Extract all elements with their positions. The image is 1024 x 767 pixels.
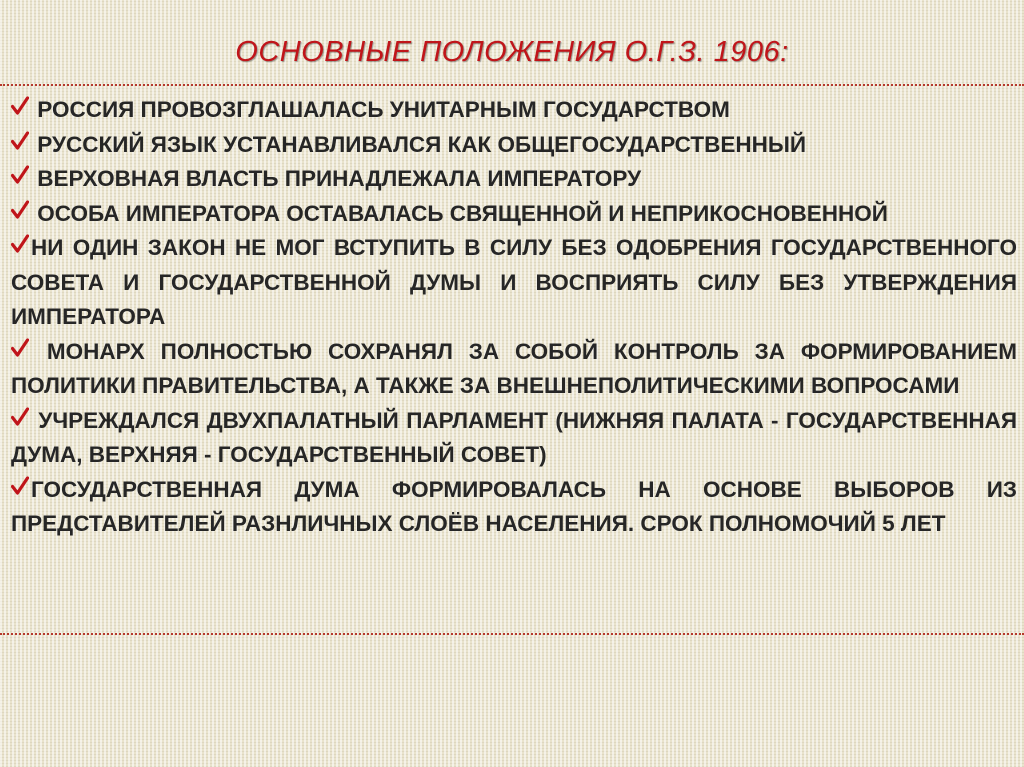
- list-item: [11, 335, 1017, 404]
- check-mark-icon: [11, 165, 29, 185]
- check-mark-icon: [11, 407, 29, 427]
- list-item-text: ОСОБА ИМПЕРАТОРА ОСТАВАЛАСЬ СВЯЩЕННОЙ И НЕПРИКОСНОВЕННОЙ: [31, 200, 888, 226]
- check-mark-icon: [11, 338, 29, 358]
- list-item-text: ВЕРХОВНАЯ ВЛАСТЬ ПРИНАДЛЕЖАЛА ИМПЕРАТОРУ: [31, 166, 642, 191]
- list-item: [11, 93, 1017, 128]
- list-item: [11, 231, 1017, 335]
- list-item-text: УЧРЕЖДАЛСЯ ДВУХПАЛАТНЫЙ ПАРЛАМЕНТ (НИЖНЯЯ ПАЛАТА - ГОСУДАРСТВЕННАЯ ДУМА, ВЕРХНЯЯ - ГОСУДАРСТВЕННЫЙ СОВЕТ): [11, 407, 1017, 467]
- list-item: [11, 404, 1017, 473]
- check-mark-icon: [11, 234, 29, 254]
- list-item: [11, 197, 1017, 232]
- list-item: [11, 473, 1017, 542]
- list-item: [11, 128, 1017, 163]
- check-mark-icon: [11, 200, 29, 220]
- check-mark-icon: [11, 96, 29, 116]
- list-item-text: НИ ОДИН ЗАКОН НЕ МОГ ВСТУПИТЬ В СИЛУ БЕЗ ОДОБРЕНИЯ ГОСУДАРСТВЕННОГО СОВЕТА И ГОСУДАРСТВЕННОЙ ДУМЫ И ВОСПРИЯТЬ СИЛУ БЕЗ УТВЕРЖДЕНИЯ ИМПЕРАТОРА: [11, 235, 1017, 329]
- top-divider: [0, 84, 1024, 86]
- list-item-text: МОНАРХ ПОЛНОСТЬЮ СОХРАНЯЛ ЗА СОБОЙ КОНТРОЛЬ ЗА ФОРМИРОВАНИЕМ ПОЛИТИКИ ПРАВИТЕЛЬСТВА, А ТАКЖЕ ЗА ВНЕШНЕПОЛИТИЧЕСКИМИ ВОПРОСАМИ: [11, 338, 1017, 398]
- list-item-text: РУССКИЙ ЯЗЫК УСТАНАВЛИВАЛСЯ КАК ОБЩЕГОСУДАРСТВЕННЫЙ: [31, 131, 807, 157]
- check-mark-icon: [11, 476, 29, 496]
- check-mark-icon: [11, 131, 29, 151]
- list-item-text: ГОСУДАРСТВЕННАЯ ДУМА ФОРМИРОВАЛАСЬ НА ОСНОВЕ ВЫБОРОВ ИЗ ПРЕДСТАВИТЕЛЕЙ РАЗНЛИЧНЫХ СЛОЁВ НАСЕЛЕНИЯ. СРОК ПОЛНОМОЧИЙ 5 ЛЕТ: [11, 476, 1017, 536]
- bottom-divider: [0, 633, 1024, 635]
- list-item-text: РОССИЯ ПРОВОЗГЛАШАЛАСЬ УНИТАРНЫМ ГОСУДАРСТВОМ: [31, 97, 730, 122]
- list-item: [11, 162, 1017, 197]
- provisions-list: [11, 93, 1017, 542]
- slide-title: ОСНОВНЫЕ ПОЛОЖЕНИЯ О.Г.З. 1906:: [235, 36, 789, 68]
